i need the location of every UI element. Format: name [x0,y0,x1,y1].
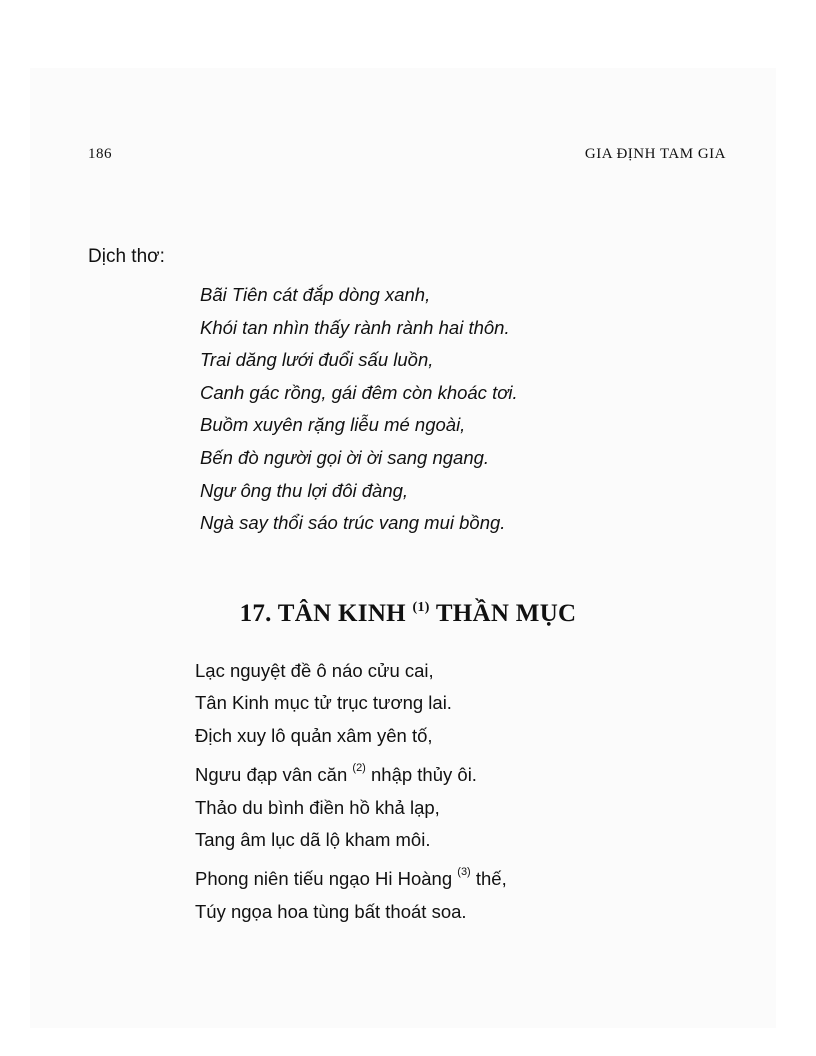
poem-line: Thảo du bình điền hồ khả lạp, [195,796,440,818]
translation-poem [200,279,518,540]
translation-label: Dịch thơ: [88,246,165,267]
poem-title-rest: THẦN MỤC [435,600,577,627]
translation-line: Canh gác rồng, gái đêm còn khoác tơi. [200,381,518,403]
translation-line: Ngà say thổi sáo trúc vang mui bồng. [200,512,506,534]
footnote-marker: (2) [352,762,366,775]
poem-line: Lạc nguyệt đề ô náo cửu cai, [195,660,434,681]
running-title: GIA ĐỊNH TAM GIA [584,146,726,162]
poem-line-part: Ngưu đạp vân căn [195,764,348,786]
translation-line: Bến đò người gọi ời ời sang ngang. [200,446,490,468]
poem-line: Tân Kinh mục tử trục tương lai. [195,692,452,714]
poem-line-part: thế, [475,868,507,890]
poem-title-main: 17. TÂN KINH [239,600,406,627]
poem-line: Địch xuy lô quản xâm yên tố, [195,724,433,746]
poem-line-part: Phong niên tiếu ngạo Hi Hoàng [195,868,453,890]
footnote-marker: (1) [412,600,430,615]
poem-line-part: nhập thủy ôi. [371,764,477,786]
translation-line: Buồm xuyên rặng liễu mé ngoài, [200,414,466,436]
translation-line: Trai dăng lưới đuổi sấu luồn, [200,349,434,371]
original-poem [195,655,507,928]
poem-line: Túy ngọa hoa tùng bất thoát soa. [195,900,467,922]
poem-title [0,600,816,628]
translation-line: Khói tan nhìn thấy rành rành hai thôn. [200,316,510,338]
poem-line [195,856,507,895]
poem-line [195,752,507,791]
translation-line: Bãi Tiên cát đắp dòng xanh, [200,284,431,305]
page-number: 186 [88,146,112,162]
poem-line: Tang âm lục dã lộ kham môi. [195,829,431,851]
footnote-marker: (3) [457,866,471,879]
page-header [88,146,726,163]
translation-line: Ngư ông thu lợi đôi đàng, [200,479,409,501]
